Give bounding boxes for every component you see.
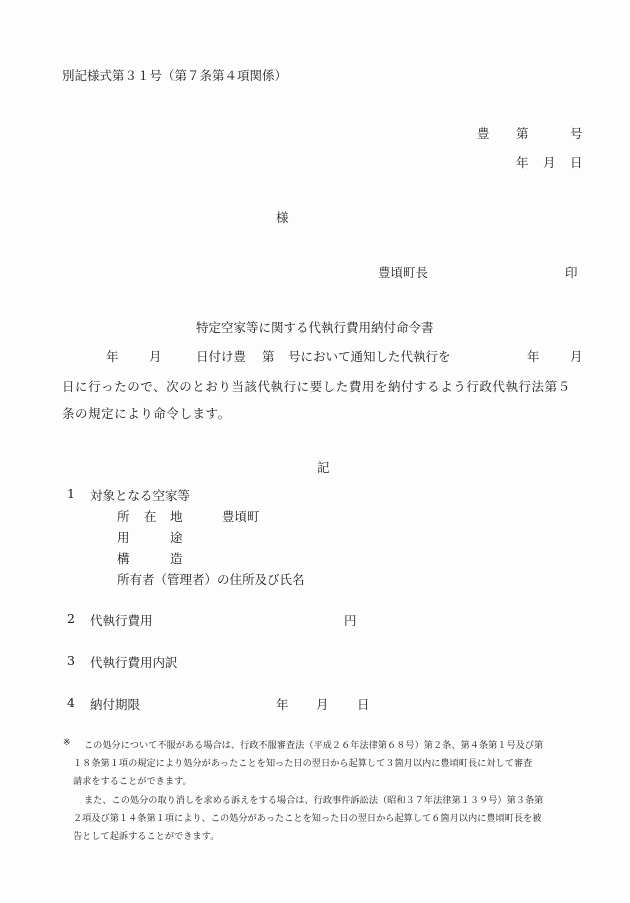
form-number: 別記様式第３１号（第７条第４項関係） bbox=[62, 68, 288, 83]
addressee-honorific: 様 bbox=[276, 210, 289, 225]
item-3-number: 3 bbox=[67, 653, 75, 668]
document-title: 特定空家等に関する代執行費用納付命令書 bbox=[196, 320, 434, 335]
item-1-label: 対象となる空家等 bbox=[90, 488, 191, 503]
note-line-2: １８条第１項の規定により処分があったことを知った日の翌日から起算して３箇月以内に豊頃町長に対して審査 bbox=[73, 758, 533, 769]
item-4-label: 納付期限 bbox=[90, 697, 141, 712]
item-3-label: 代執行費用内訳 bbox=[90, 655, 178, 670]
note-line-6: 告として起訴することができます。 bbox=[73, 831, 220, 842]
note-line-4: また、この処分の取り消しを求める訴えをする場合は、行政事件訴訟法（昭和３７年法律第１３９号）第３条第 bbox=[84, 795, 544, 806]
body-day-dated: 日付け豊 bbox=[196, 349, 247, 364]
ki-heading: 記 bbox=[317, 460, 330, 475]
structure-label-1: 構 bbox=[117, 551, 130, 566]
location-label-1: 所 bbox=[117, 509, 130, 524]
reference-dai: 第 bbox=[516, 126, 529, 141]
item-2-label: 代執行費用 bbox=[90, 613, 153, 628]
issue-month: 月 bbox=[543, 155, 556, 170]
deadline-day: 日 bbox=[357, 697, 370, 712]
owner-label: 所有者（管理者）の住所及び氏名 bbox=[117, 572, 305, 587]
issue-day: 日 bbox=[570, 155, 583, 170]
body-year: 年 bbox=[106, 349, 119, 364]
note-mark: ※ bbox=[63, 737, 71, 748]
issue-year: 年 bbox=[516, 155, 529, 170]
body-month2: 月 bbox=[570, 349, 583, 364]
location-value: 豊頃町 bbox=[222, 509, 260, 524]
reference-prefix: 豊 bbox=[477, 126, 490, 141]
reference-go: 号 bbox=[570, 126, 583, 141]
body-text1: 号において通知した代執行を bbox=[288, 349, 451, 364]
body-month: 月 bbox=[149, 349, 162, 364]
item-1-number: 1 bbox=[67, 486, 75, 501]
item-2-number: 2 bbox=[67, 611, 75, 626]
item-4-number: 4 bbox=[67, 695, 75, 710]
item-2-unit: 円 bbox=[344, 613, 357, 628]
note-line-1: この処分について不服がある場合は、行政不服審査法（平成２６年法律第６８号）第２条、第４条第１号及び第 bbox=[84, 740, 544, 751]
note-line-3: 請求をすることができます。 bbox=[73, 776, 192, 787]
usage-label-1: 用 bbox=[117, 530, 130, 545]
body-dai: 第 bbox=[262, 349, 275, 364]
body-line3: 条の規定により命令します。 bbox=[62, 406, 231, 421]
note-line-5: ２項及び第１４条第１項により、この処分があったことを知った日の翌日から起算して６箇月以内に豊頃町長を被 bbox=[73, 813, 542, 824]
body-year2: 年 bbox=[527, 349, 540, 364]
deadline-year: 年 bbox=[276, 697, 289, 712]
usage-label-2: 途 bbox=[170, 530, 183, 545]
body-line2: 日に行ったので、次のとおり当該代執行に要した費用を納付するよう行政代執行法第５ bbox=[62, 379, 571, 394]
issuer-title: 豊頃町長 bbox=[378, 265, 429, 280]
location-label-2: 在 bbox=[144, 509, 157, 524]
structure-label-2: 造 bbox=[170, 551, 183, 566]
location-label-3: 地 bbox=[170, 509, 183, 524]
deadline-month: 月 bbox=[316, 697, 329, 712]
seal-mark: 印 bbox=[565, 265, 578, 280]
